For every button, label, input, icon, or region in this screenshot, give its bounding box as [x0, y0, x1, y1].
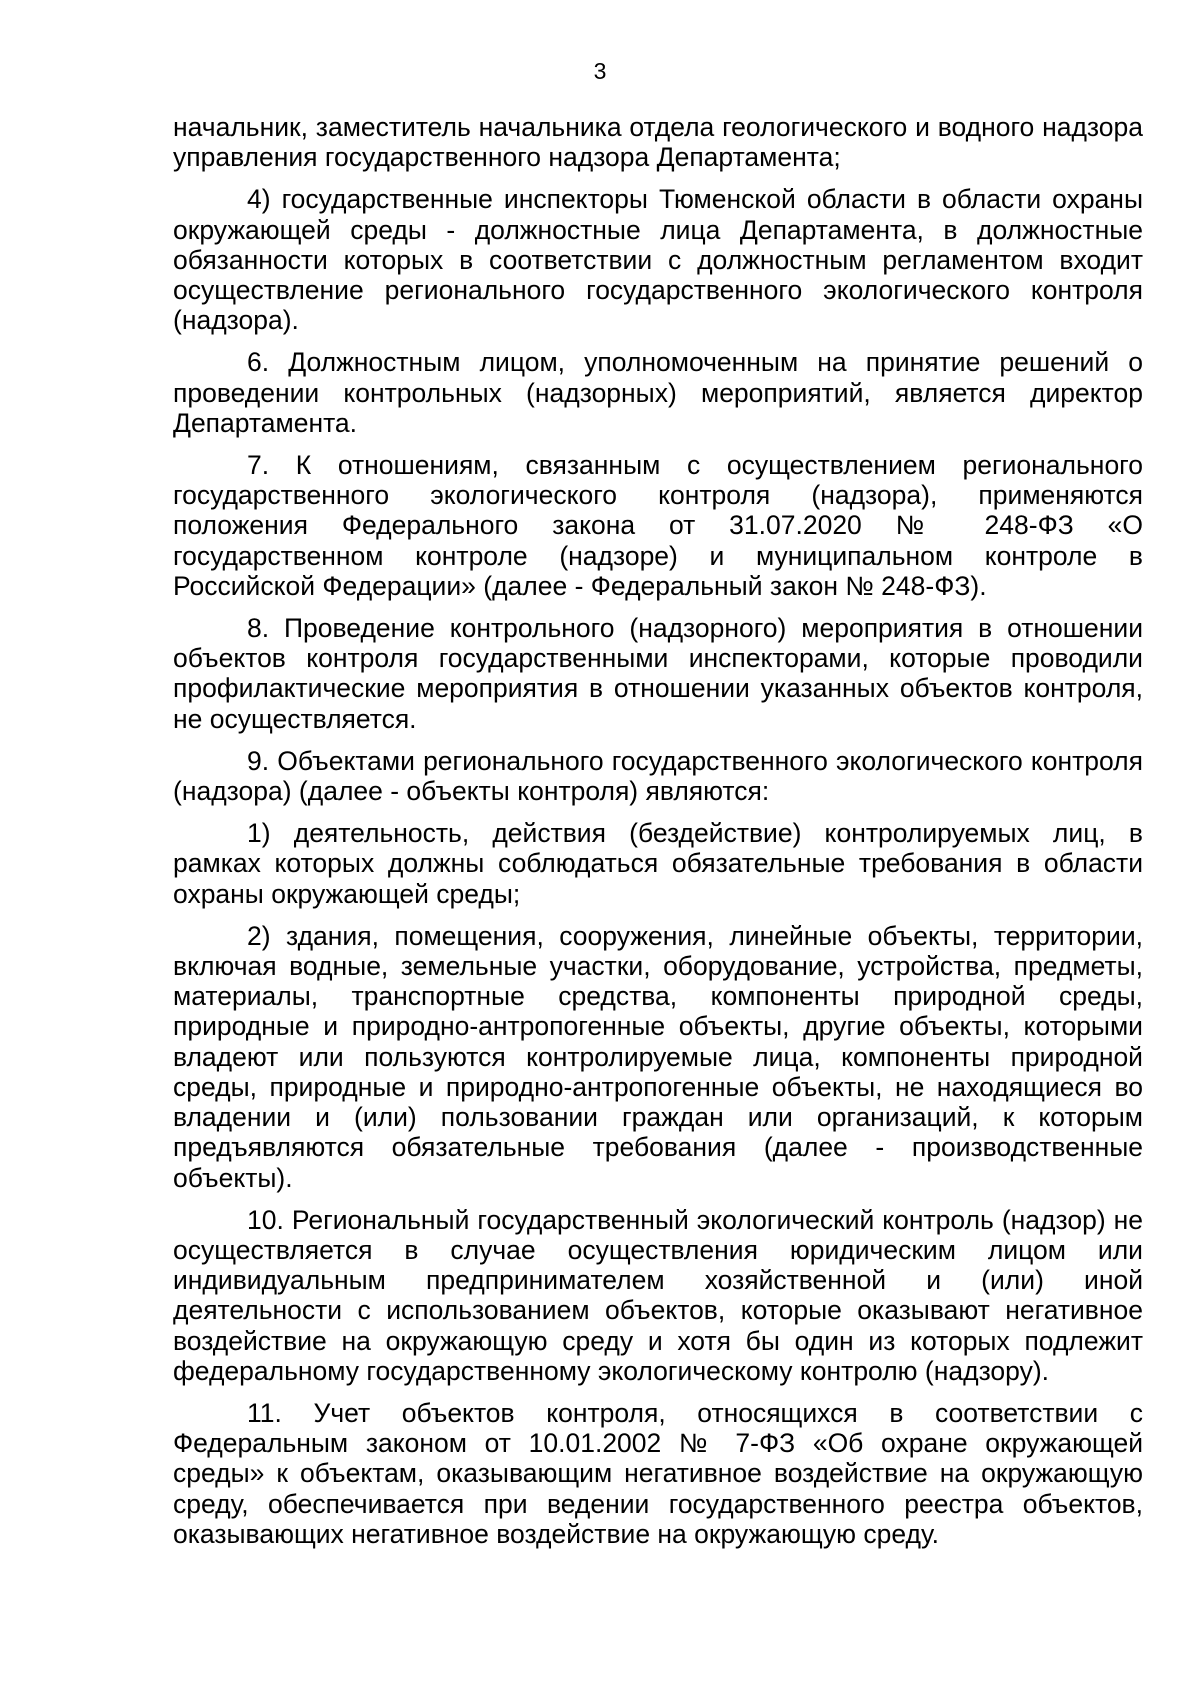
paragraph-clause-9: 9. Объектами регионального государственного экологического контроля (надзора) (далее - объекты контроля) являются: [173, 745, 1143, 807]
paragraph-clause-6: 6. Должностным лицом, уполномоченным на принятие решений о проведении контрольных (надзорных) мероприятий, является директор Департамента. [173, 347, 1143, 438]
paragraph-clause-8: 8. Проведение контрольного (надзорного) мероприятия в отношении объектов контроля государственными инспекторами, которые проводили профилактические мероприятия в отношении указанных объектов контроля, не осуществляется. [173, 613, 1143, 734]
document-body [173, 112, 1143, 1561]
paragraph-clause-10: 10. Региональный государственный экологический контроль (надзор) не осуществляется в случае осуществления юридическим лицом или индивидуальным предпринимателем хозяйственной и (или) иной деятельности с использованием объектов, которые оказывают негативное воздействие на окружающую среду и хотя бы один из которых подлежит федеральному государственному экологическому контролю (надзору). [173, 1204, 1143, 1386]
paragraph-clause-9-item-1: 1) деятельность, действия (бездействие) контролируемых лиц, в рамках которых должны соблюдаться обязательные требования в области охраны окружающей среды; [173, 818, 1143, 909]
page-number: 3 [593, 58, 607, 84]
paragraph-clause-11: 11. Учет объектов контроля, относящихся в соответствии с Федеральным законом от 10.01.2002 № 7-ФЗ «Об охране окружающей среды» к объектам, оказывающим негативное воздействие на окружающую среду, обеспечивается при ведении государственного реестра объектов, оказывающих негативное воздействие на окружающую среду. [173, 1397, 1143, 1549]
paragraph-clause-7: 7. К отношениям, связанным с осуществлением регионального государственного экологического контроля (надзора), применяются положения Федерального закона от 31.07.2020 № 248-ФЗ «О государственном контроле (надзоре) и муниципальном контроле в Российской Федерации» (далее - Федеральный закон № 248-ФЗ). [173, 450, 1143, 601]
paragraph-continuation: начальник, заместитель начальника отдела геологического и водного надзора управления государственного надзора Департамента; [173, 112, 1143, 173]
paragraph-clause-9-item-2: 2) здания, помещения, сооружения, линейные объекты, территории, включая водные, земельные участки, оборудование, устройства, предметы, материалы, транспортные средства, компоненты природной среды, природные и природно-антропогенные объекты, другие объекты, которыми владеют или пользуются контролируемые лица, компоненты природной среды, природные и природно-антропогенные объекты, не находящиеся во владении и (или) пользовании граждан или организаций, к которым предъявляются обязательные требования (далее - производственные объекты). [173, 920, 1143, 1193]
paragraph-item-4: 4) государственные инспекторы Тюменской области в области охраны окружающей среды - должностные лица Департамента, в должностные обязанности которых в соответствии с должностным регламентом входит осуществление регионального государственного экологического контроля (надзора). [173, 184, 1143, 336]
